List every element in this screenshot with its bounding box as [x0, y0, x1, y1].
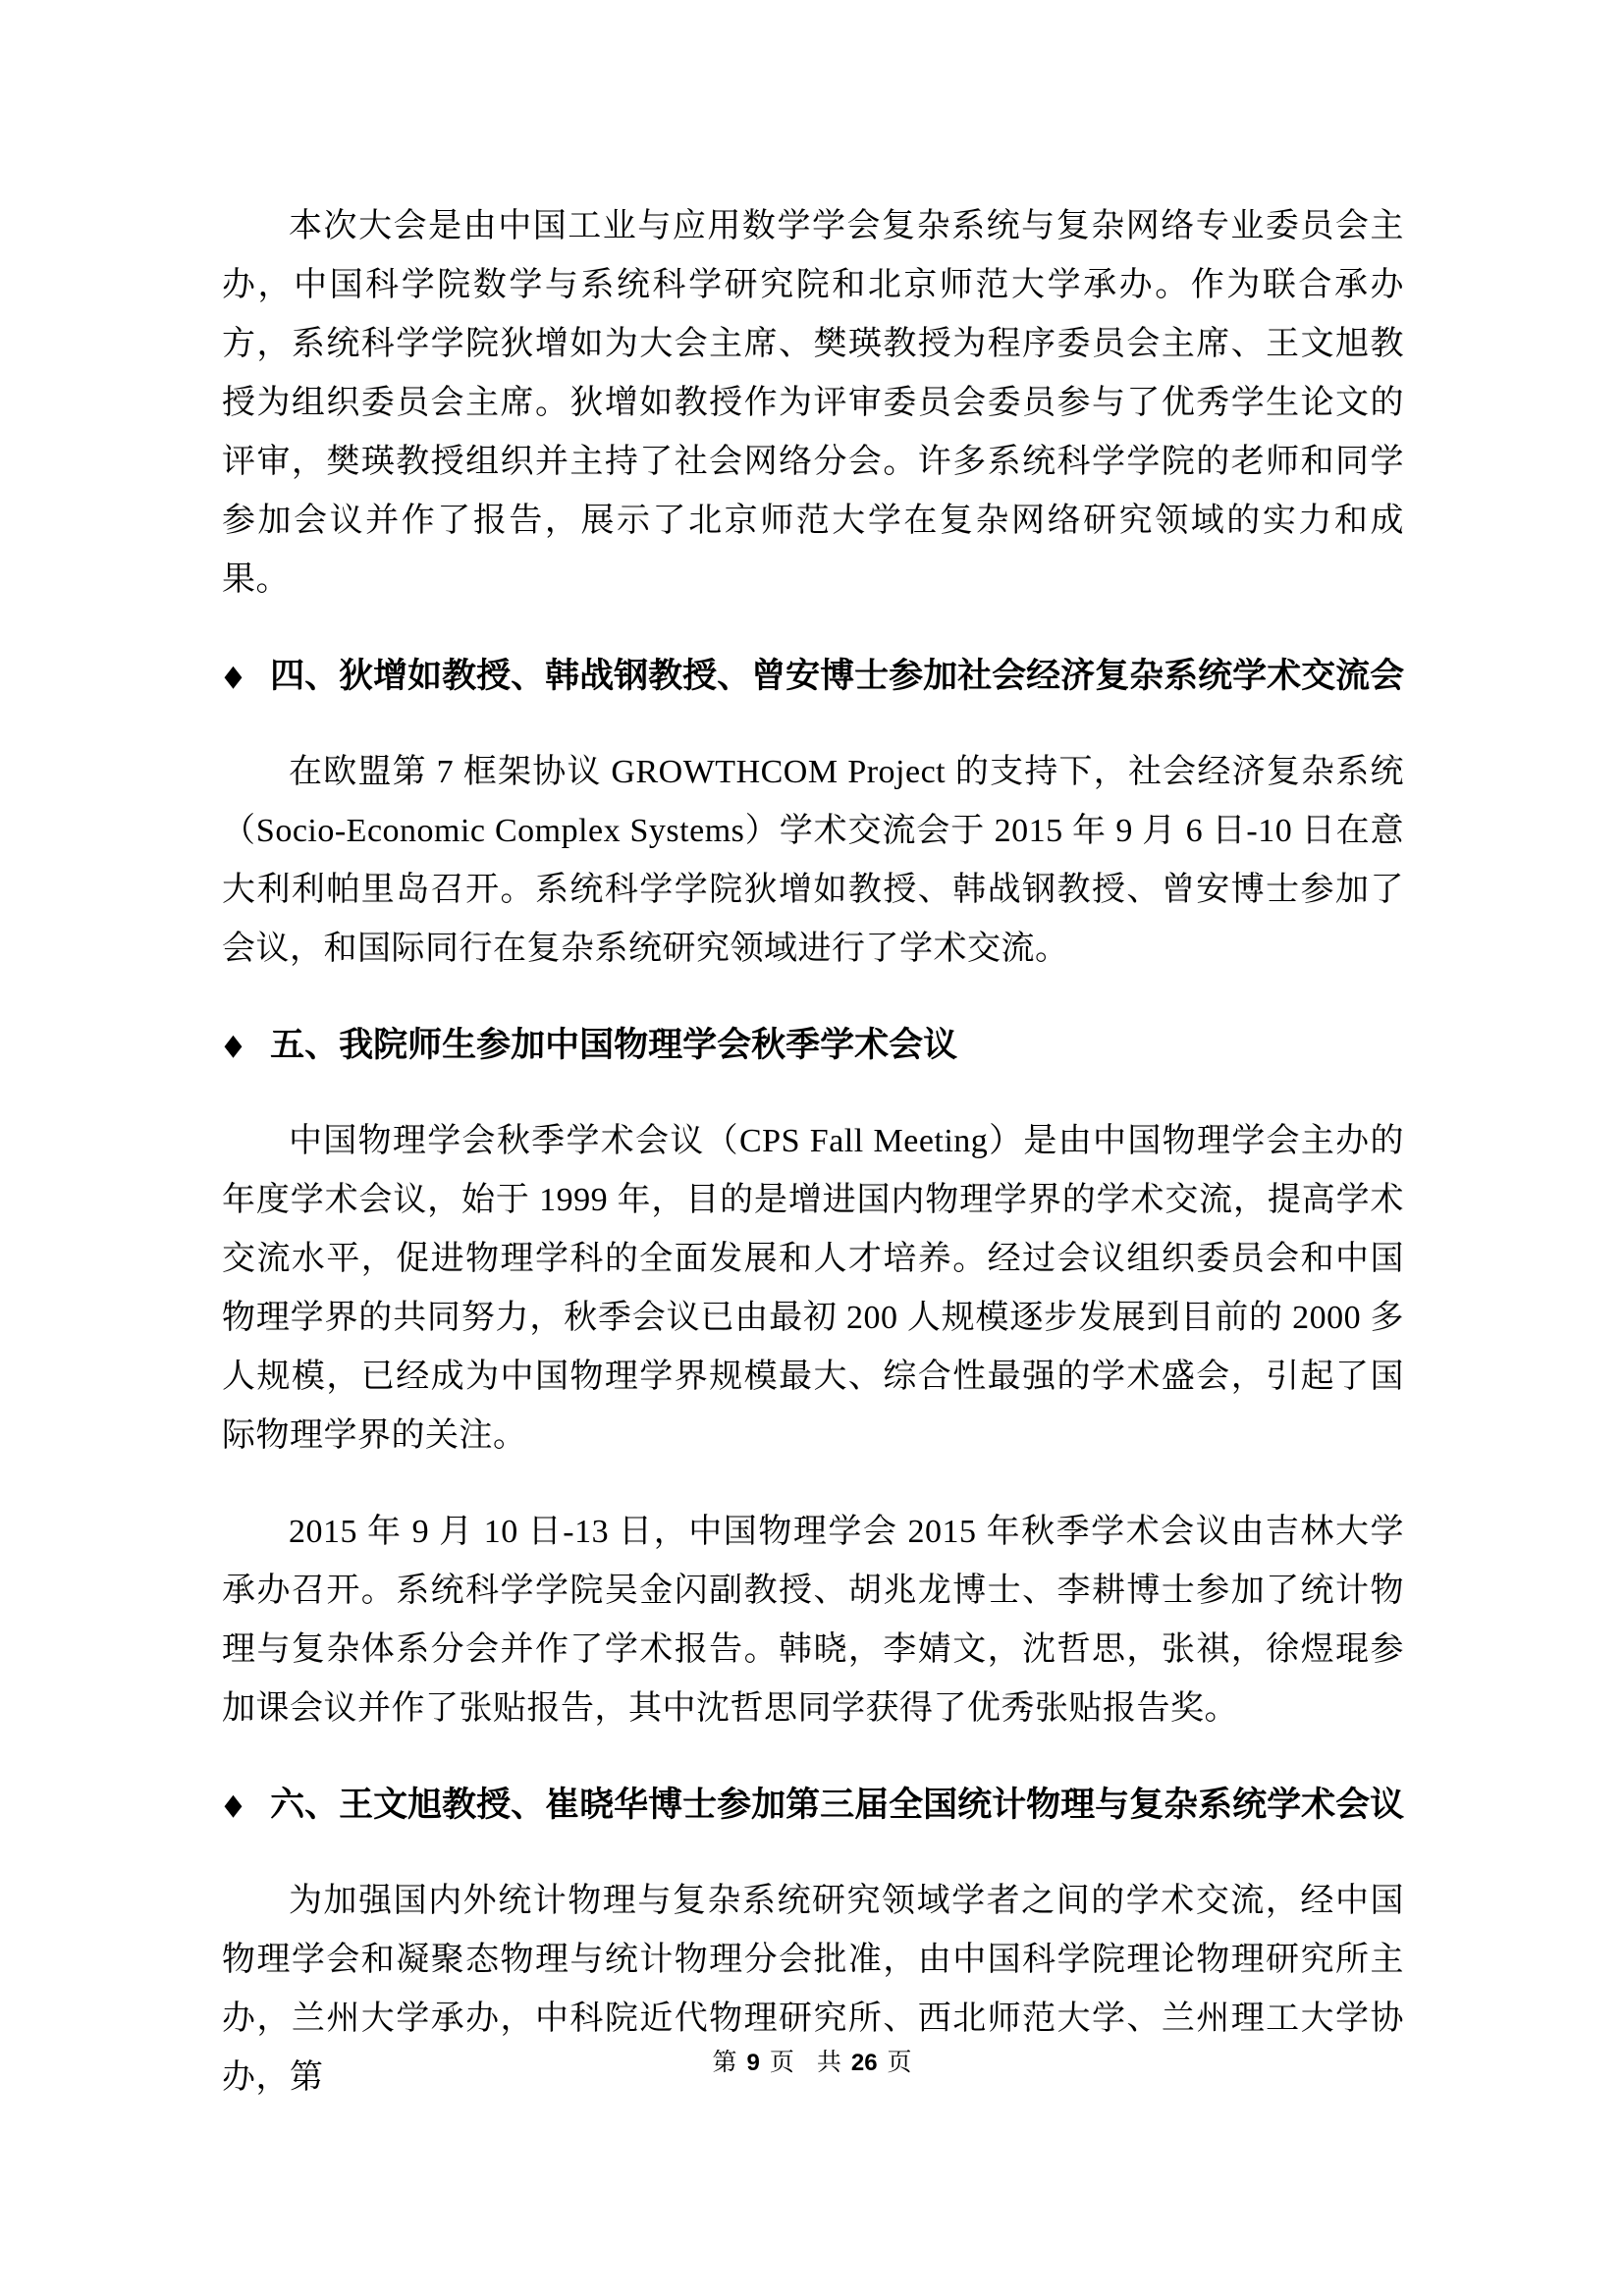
- page-content: [222, 197, 1404, 2108]
- footer-label-di: 第: [712, 2050, 737, 2076]
- diamond-bullet-icon: ◆: [224, 1789, 243, 1821]
- footer-page-number: 9: [746, 2050, 760, 2076]
- footer-label-ye1: 页: [769, 2050, 794, 2076]
- section-heading-6-text: 六、王文旭教授、崔晓华博士参加第三届全国统计物理与复杂系统学术会议: [270, 1786, 1405, 1824]
- section-heading-6: [222, 1776, 1404, 1835]
- paragraph-cps-fall-meeting-intro: 中国物理学会秋季学术会议（CPS Fall Meeting）是由中国物理学会主办的年度学术会议，始于 1999 年，目的是增进国内物理学界的学术交流，提高学术交流水平，促进物理学科的全面发展和人才培养。经过会议组织委员会和中国物理学界的共同努力，秋季会议已由最初 200 人规模逐步发展到目前的 2000 多人规模，已经成为中国物理学界规模最大、综合性最强的学术盛会，引起了国际物理学界的关注。: [222, 1123, 1404, 1454]
- diamond-bullet-icon: ◆: [224, 1029, 243, 1061]
- section-heading-5: [222, 1016, 1404, 1075]
- section-heading-4: [222, 647, 1404, 706]
- section-heading-5-text: 五、我院师生参加中国物理学会秋季学术会议: [270, 1026, 958, 1064]
- footer-label-gong: 共: [816, 2050, 841, 2076]
- footer-label-ye2: 页: [887, 2050, 912, 2076]
- page-footer: [0, 2048, 1624, 2079]
- section-heading-4-text: 四、狄增如教授、韩战钢教授、曾安博士参加社会经济复杂系统学术交流会: [270, 657, 1405, 695]
- footer-total-pages: 26: [850, 2050, 878, 2076]
- paragraph-statistical-physics-conference: 为加强国内外统计物理与复杂系统研究领域学者之间的学术交流，经中国物理学会和凝聚态物理与统计物理分会批准，由中国科学院理论物理研究所主办，兰州大学承办，中科院近代物理研究所、西北师范大学、兰州理工大学协办，第: [222, 1883, 1404, 2096]
- paragraph-growthcom: 在欧盟第 7 框架协议 GROWTHCOM Project 的支持下，社会经济复杂系统（Socio-Economic Complex Systems）学术交流会于 2015 年 9 月 6 日-10 日在意大利利帕里岛召开。系统科学学院狄增如教授、韩战钢教授、曾安博士参加了会议，和国际同行在复杂系统研究领域进行了学术交流。: [222, 754, 1404, 967]
- paragraph-conference-summary: 本次大会是由中国工业与应用数学学会复杂系统与复杂网络专业委员会主办，中国科学院数学与系统科学研究院和北京师范大学承办。作为联合承办方，系统科学学院狄增如为大会主席、樊瑛教授为程序委员会主席、王文旭教授为组织委员会主席。狄增如教授作为评审委员会委员参与了优秀学生论文的评审，樊瑛教授组织并主持了社会网络分会。许多系统科学学院的老师和同学参加会议并作了报告，展示了北京师范大学在复杂网络研究领域的实力和成果。: [222, 208, 1404, 598]
- paragraph-cps-fall-meeting-2015: 2015 年 9 月 10 日-13 日，中国物理学会 2015 年秋季学术会议由吉林大学承办召开。系统科学学院吴金闪副教授、胡兆龙博士、李耕博士参加了统计物理与复杂体系分会并作了学术报告。韩晓，李婧文，沈哲思，张祺，徐煜琨参加课会议并作了张贴报告，其中沈哲思同学获得了优秀张贴报告奖。: [222, 1514, 1404, 1727]
- diamond-bullet-icon: ◆: [224, 660, 243, 692]
